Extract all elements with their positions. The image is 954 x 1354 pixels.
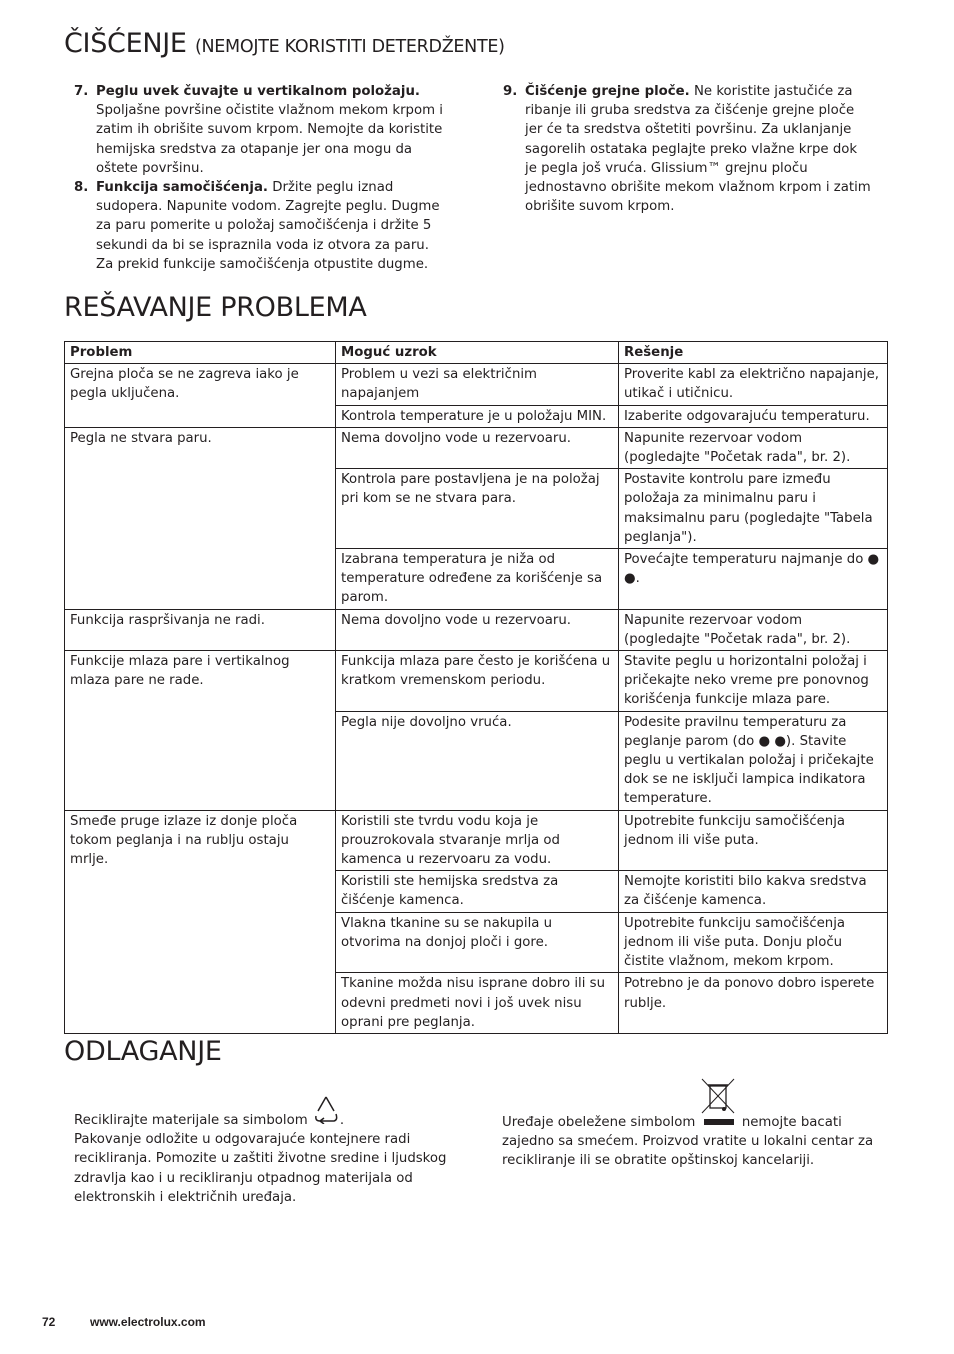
solution-cell: Nemojte koristiti bilo kakva sredstva za čišćenje kamenca. <box>619 871 888 912</box>
header-solution: Rešenje <box>619 342 888 364</box>
solution-cell: Napunite rezervoar vodom (pogledajte "Početak rada", br. 2). <box>619 427 888 468</box>
disposal-left-period: . <box>339 1113 345 1128</box>
item-number: 7. <box>74 84 89 99</box>
cause-cell: Kontrola temperature je u položaju MIN. <box>336 405 619 427</box>
cleaning-item-8 <box>64 178 444 274</box>
item-heading: Peglu uvek čuvajte u vertikalnom položaju. <box>96 84 420 99</box>
solution-cell: Izaberite odgovarajuću temperaturu. <box>619 405 888 427</box>
header-problem: Problem <box>65 342 336 364</box>
cause-cell: Problem u vezi sa električnim napajanjem <box>336 364 619 405</box>
cleaning-left-column <box>64 82 444 274</box>
table-row <box>65 364 888 405</box>
cause-cell: Koristili ste hemijska sredstva za čišćenje kamenca. <box>336 871 619 912</box>
footer-url[interactable]: www.electrolux.com <box>90 1315 206 1329</box>
solution-cell: Proverite kabl za električno napajanje, utikač i utičnicu. <box>619 364 888 405</box>
cleaning-right-column <box>493 82 873 216</box>
cleaning-item-7 <box>64 82 444 178</box>
solution-cell: Postavite kontrolu pare između položaja za minimalnu paru i maksimalnu paru (pogledajte "Tabela peglanja"). <box>619 469 888 549</box>
cause-cell: Nema dovoljno vode u rezervoaru. <box>336 427 619 468</box>
cleaning-subtitle: (NEMOJTE KORISTITI DETERDŽENTE) <box>194 37 505 57</box>
table-header-row <box>65 342 888 364</box>
disposal-left-text-2: Pakovanje odložite u odgovarajuće kontejnere radi recikliranja. Pomozite u zaštiti životne sredine i ljudskog zdravlja kao i u recikliranju otpadnog materijala od elektronskih i električnih uređaja. <box>74 1132 447 1205</box>
solution-cell: Stavite peglu u horizontalni položaj i pričekajte neko vreme pre ponovnog korišćenja funkcije mlaza pare. <box>619 651 888 712</box>
cause-cell: Tkanine možda nisu isprane dobro ili su odevni predmeti novi i još uvek nisu oprani pre peglanja. <box>336 973 619 1034</box>
table-row <box>65 651 888 712</box>
header-cause: Moguć uzrok <box>336 342 619 364</box>
disposal-right-text: Uređaje obeležene simbolom <box>502 1115 696 1130</box>
cause-cell: Funkcija mlaza pare često je korišćena u kratkom vremenskom periodu. <box>336 651 619 712</box>
solution-cell: Potrebno je da ponovo dobro isperete rublje. <box>619 973 888 1034</box>
disposal-right-text-2: nemojte bacati zajedno sa smećem. Proizvod vratite u lokalni centar za recikliranje ili se obratite opštinskoj kancelariji. <box>502 1115 874 1169</box>
solution-cell: Upotrebite funkciju samočišćenja jednom ili više puta. Donju ploču čistite vlažnom, mekom krpom. <box>619 912 888 973</box>
troubleshooting-title: REŠAVANJE PROBLEMA <box>64 292 367 323</box>
problem-cell: Funkcija raspršivanja ne radi. <box>65 609 336 650</box>
cause-cell: Pegla nije dovoljno vruća. <box>336 711 619 810</box>
recycle-icon <box>312 1094 340 1130</box>
solution-cell: Napunite rezervoar vodom (pogledajte "Početak rada", br. 2). <box>619 609 888 650</box>
solution-cell: Povećajte temperaturu najmanje do ● ●. <box>619 549 888 610</box>
problem-cell: Pegla ne stvara paru. <box>65 427 336 609</box>
cleaning-heading <box>64 28 505 59</box>
weee-bin-icon <box>700 1078 736 1120</box>
cause-cell: Nema dovoljno vode u rezervoaru. <box>336 609 619 650</box>
cause-cell: Izabrana temperatura je niža od temperature određene za korišćenje sa parom. <box>336 549 619 610</box>
item-heading: Čišćenje grejne ploče. <box>525 84 690 99</box>
page-number: 72 <box>42 1315 56 1329</box>
solution-cell: Podesite pravilnu temperaturu za peglanje parom (do ● ●). Stavite peglu u vertikalan položaj i pričekajte dok se ne isključi lampica indikatora temperature. <box>619 711 888 810</box>
table-row <box>65 609 888 650</box>
item-text: Ne koristite jastučiće za ribanje ili gruba sredstva za čišćenje grejne ploče jer će ta sredstva oštetiti površinu. Za uklanjanje sagorelih ostataka peglajte preko vlažne krpe dok je pegla još vruća. Glissium™ grejnu ploču jednostavno obrišite mekom vlažnom krpom i zatim obrišite suvom krpom. <box>525 84 871 215</box>
problem-cell: Smeđe pruge izlaze iz donje ploča tokom peglanja i na rublju ostaju mrlje. <box>65 810 336 1033</box>
disposal-right <box>502 1078 882 1171</box>
table-row <box>65 427 888 468</box>
troubleshooting-table <box>64 341 888 1034</box>
disposal-left-text: Reciklirajte materijale sa simbolom <box>74 1113 308 1128</box>
item-number: 8. <box>74 180 89 196</box>
problem-cell: Funkcije mlaza pare i vertikalnog mlaza pare ne rade. <box>65 651 336 811</box>
cause-cell: Vlakna tkanine su se nakupila u otvorima na donjoj ploči i gore. <box>336 912 619 973</box>
item-number: 9. <box>503 84 518 99</box>
item-text: Držite peglu iznad sudopera. Napunite vodom. Zagrejte peglu. Dugme za paru pomerite u položaj samočišćenja i držite 5 sekundi da bi se ispraznila voda iz otvora za paru. Za prekid funkcije samočišćenja otpustite dugme. <box>96 180 440 272</box>
disposal-left <box>74 1094 454 1207</box>
disposal-title: ODLAGANJE <box>64 1036 222 1067</box>
cause-cell: Kontrola pare postavljena je na položaj pri kom se ne stvara para. <box>336 469 619 549</box>
problem-cell: Grejna ploča se ne zagreva iako je pegla uključena. <box>65 364 336 428</box>
cause-cell: Koristili ste tvrdu vodu koja je prouzrokovala stvaranje mrlja od kamenca u rezervoaru za vodu. <box>336 810 619 871</box>
cleaning-item-9 <box>493 82 873 216</box>
solution-cell: Upotrebite funkciju samočišćenja jednom ili više puta. <box>619 810 888 871</box>
item-text: Spoljašne površine očistite vlažnom mekom krpom i zatim ih obrišite suvom krpom. Nemojte da koristite hemijska sredstva za otapanje jer ona mogu da oštete površinu. <box>96 103 444 176</box>
table-row <box>65 810 888 871</box>
item-heading: Funkcija samočišćenja. <box>96 180 268 196</box>
cleaning-title: ČIŠĆENJE <box>64 28 187 59</box>
